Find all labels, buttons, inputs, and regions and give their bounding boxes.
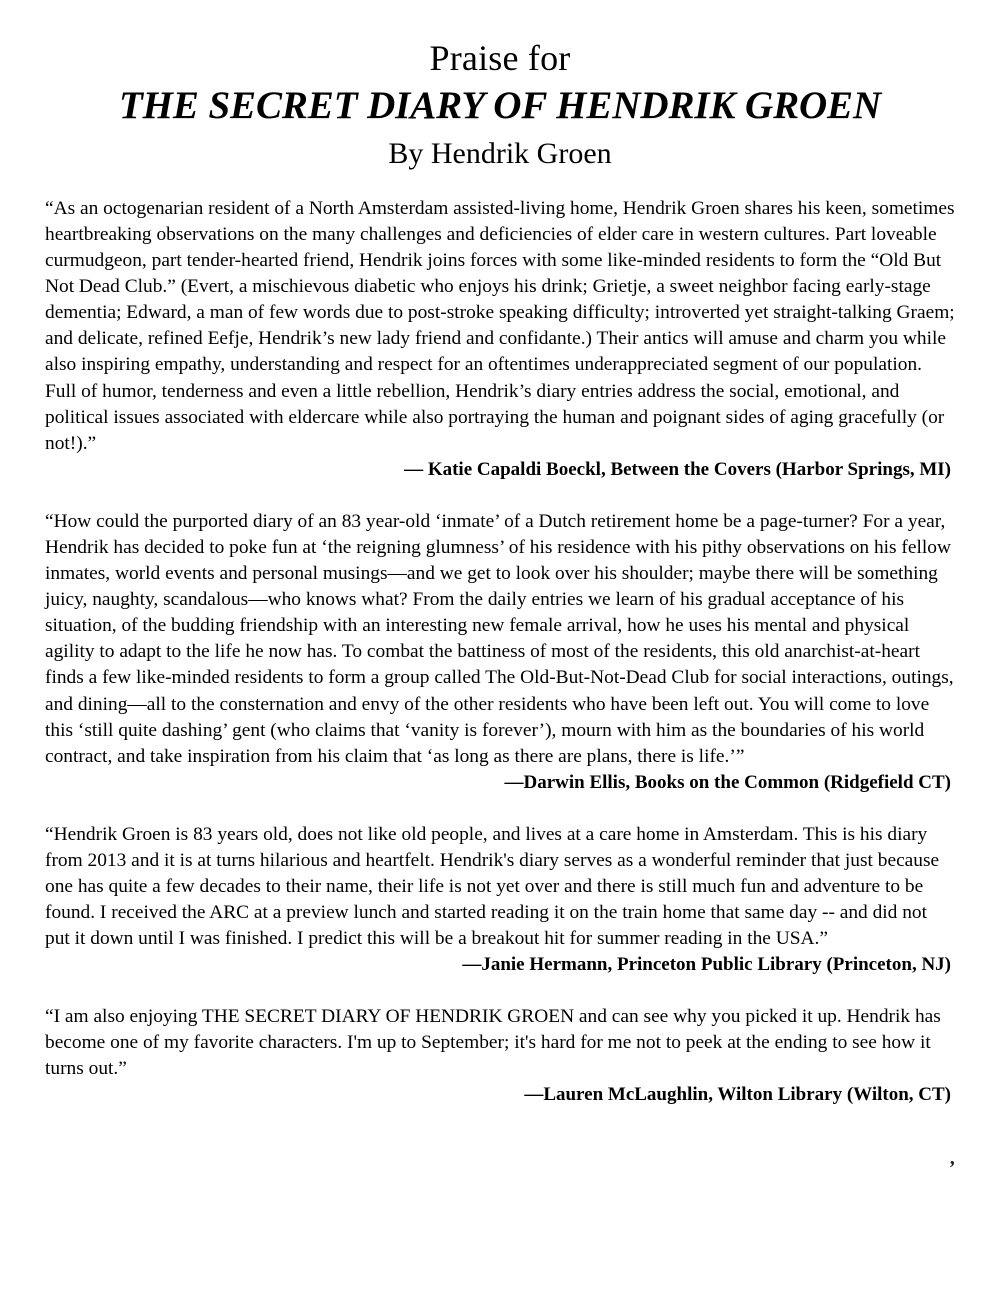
review-spacer — [45, 979, 955, 1004]
document-heading — [45, 0, 955, 172]
book-title: THE SECRET DIARY OF HENDRIK GROEN — [118, 84, 882, 128]
review-spacer — [45, 483, 955, 509]
review-block — [45, 196, 955, 483]
review-block — [45, 822, 955, 979]
reviews-list — [45, 196, 955, 1108]
review-body: “I am also enjoying THE SECRET DIARY OF HENDRIK GROEN and can see why you picked it up. Hendrik has become one of my favorite characters. I'm up to September; it's hard for me not to peek at the ending to see how it turns out.” — [45, 1005, 941, 1079]
review-body: “As an octogenarian resident of a North Amsterdam assisted-living home, Hendrik Groen shares his keen, sometimes heartbreaking observations on the many challenges and deficiencies of elder care in western cultures. Part loveable curmudgeon, part tender-hearted friend, Hendrik joins forces with some like-minded residents to form the “Old But Not Dead Club.” (Evert, a mischievous diabetic who enjoys his drink; Grietje, a sweet neighbor facing early-stage dementia; Edward, a man of few words due to post-stroke speaking difficulty; introverted yet straight-talking Graem; and delicate, refined Eefje, Hendrik’s new lady friend and confidante.) Their antics will amuse and charm you while also inspiring empathy, understanding and respect for an oftentimes underappreciated segment of our population. Full of humor, tenderness and even a little rebellion, Hendrik’s diary entries address the social, emotional, and political issues associated with eldercare while also portraying the human and poignant sides of aging gracefully (or not!).” — [45, 197, 955, 454]
review-attribution: — Katie Capaldi Boeckl, Between the Covers (Harbor Springs, MI) — [404, 458, 951, 480]
stray-ink-mark: ’ — [948, 1157, 955, 1179]
review-attribution: —Darwin Ellis, Books on the Common (Ridgefield CT) — [504, 771, 951, 793]
review-attribution: —Janie Hermann, Princeton Public Library (Princeton, NJ) — [462, 954, 951, 976]
review-body: “How could the purported diary of an 83 year-old ‘inmate’ of a Dutch retirement home be a page-turner? For a year, Hendrik has decided to poke fun at ‘the reigning glumness’ of his residence with his pithy observations on his fellow inmates, world events and personal musings—and we get to look over his shoulder; maybe there will be something juicy, naughty, scandalous—who knows what? From the daily entries we learn of his gradual acceptance of his situation, of the budding friendship with an interesting new female arrival, how he uses his mental and physical agility to adapt to the life he now has. To combat the battiness of most of the residents, this old anarchist-at-heart finds a few like-minded residents to form a group called The Old-But-Not-Dead Club for social interactions, outings, and dining—all to the consternation and envy of the other residents who have been left out. You will come to love this ‘still quite dashing’ gent (who claims that ‘vanity is forever’), mourn with him as the boundaries of his world contract, and take inspiration from his claim that ‘as long as there are plans, there is life.’” — [45, 510, 954, 767]
review-block — [45, 509, 955, 796]
review-attribution: —Lauren McLaughlin, Wilton Library (Wilton, CT) — [524, 1083, 951, 1105]
review-block — [45, 1004, 955, 1108]
page-content — [45, 0, 955, 1108]
review-spacer — [45, 796, 955, 822]
author-byline: By Hendrik Groen — [388, 136, 612, 170]
praise-for-line: Praise for — [429, 38, 571, 78]
review-body: “Hendrik Groen is 83 years old, does not like old people, and lives at a care home in Amsterdam. This is his diary from 2013 and it is at turns hilarious and heartfelt. Hendrik's diary serves as a wonderful reminder that just because one has quite a few decades to their name, their life is not yet over and there is still much fun and adventure to be found. I received the ARC at a preview lunch and started reading it on the train home that same day -- and did not put it down until I was finished. I predict this will be a breakout hit for summer reading in the USA.” — [45, 823, 940, 950]
